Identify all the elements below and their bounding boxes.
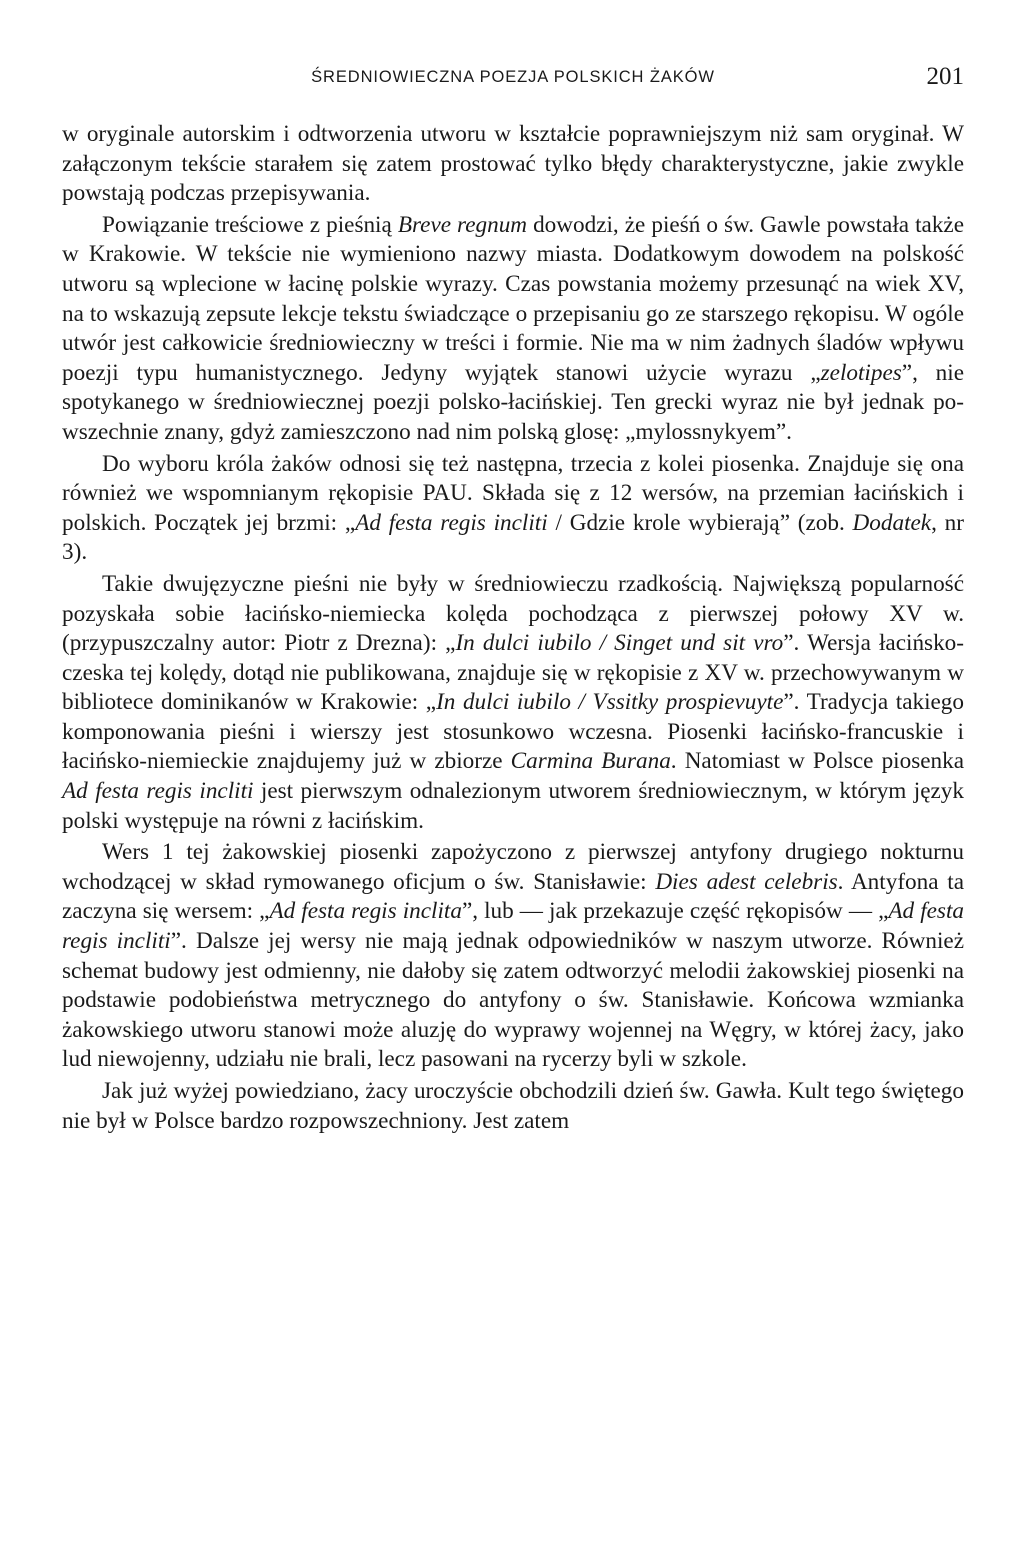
paragraph: [62, 120, 964, 209]
running-head: [62, 60, 964, 100]
book-page: [62, 60, 964, 1136]
text-segment: Takie dwujęzyczne pieśni nie były w średniowieczu rzadkością. Największą popularność pozyskała sobie łacińsko-niemiecka kolęda pochodząca z pierwszej połowy XV w. (przypuszczalny autor: Piotr z Drezna): „: [62, 570, 964, 657]
paragraph: [62, 570, 964, 836]
italic-text: Ad festa regis incliti: [62, 898, 964, 955]
text-segment: Powiązanie treściowe z pieśnią: [102, 211, 398, 238]
text-segment: Jak już wyżej powiedziano, żacy uroczyście obchodzili dzień św. Gawła. Kult tego świętego nie był w Polsce bardzo rozpowszechniony. Jest zatem: [62, 1078, 964, 1134]
paragraph: [62, 1077, 964, 1136]
text-segment: dowodzi, że pieśń o św. Gawle powstała także w Krakowie. W tekście nie wymieniono nazwy miasta. Dodatkowym dowodem na polskość utworu są wplecione w łacinę polskie wyrazy. Czas powstania możemy przesunąć na wiek XV, na to wskazują zepsute lekcje tekstu świadczące o przepisaniu go ze starszego rękopisu. W ogóle utwór jest całkowicie średniowieczny w treści i formie. Nie ma w nim żadnych śladów wpływu poezji typu humanistycznego. Jedyny wyjątek stanowi użycie wyrazu „: [62, 211, 964, 386]
running-title: ŚREDNIOWIECZNA POEZJA POLSKICH ŻAKÓW: [311, 68, 715, 86]
text-segment: / Gdzie krole wybierają” (zob.: [547, 509, 853, 536]
italic-text: Breve regnum: [397, 211, 528, 238]
paragraph: [62, 838, 964, 1075]
text-segment: . Natomiast w Polsce piosenka: [670, 748, 964, 775]
text-segment: jest pierwszym odnalezionym utworem średniowiecznym, w którym język polski występuje na równi z łacińskim.: [62, 778, 964, 834]
italic-text: In dulci iubilo / Singet und sit vro: [455, 630, 784, 657]
italic-text: Carmina Burana: [510, 748, 671, 775]
paragraph: [62, 211, 964, 448]
page-number: 201: [926, 63, 964, 90]
text-segment: w oryginale autorskim i odtworzenia utworu w kształcie poprawniejszym niż sam oryginał. W załączonym tekście starałem się zatem prostować tylko błędy charakterystyczne, jakie zwykle powstają podczas przepisywania.: [62, 121, 964, 207]
text-segment: ”, nie spotykanego w średniowiecznej poezji polsko-łacińskiej. Ten grecki wyraz nie był jednak powszechnie znany, gdyż zamieszczono nad nim polską glosę: „mylossnykyem”.: [62, 359, 964, 445]
text-segment: ”. Wersja łacińsko-czeska tej kolędy, dotąd nie publikowana, znajduje się w rękopisie z XV w. przechowywanym w bibliotece dominikanów w Krakowie: „: [62, 630, 964, 716]
italic-text: zelotipes: [820, 359, 902, 386]
italic-text: Ad festa regis inclita: [269, 898, 462, 925]
text-segment: , nr 3).: [62, 509, 965, 566]
text-segment: ”. Tradycja takiego komponowania pieśni i wierszy jest stosunkowo wczesna. Piosenki łacińsko-francuskie i łacińsko-niemieckie znajdujemy już w zbiorze: [62, 689, 964, 775]
italic-text: Dies adest celebris: [655, 868, 838, 895]
text-segment: Wers 1 tej żakowskiej piosenki zapożyczono z pierwszej antyfony drugiego nokturnu wchodzącej w skład rymowanego oficjum o św. Stanisławie:: [62, 839, 964, 895]
text-segment: Do wyboru króla żaków odnosi się też następna, trzecia z kolei piosenka. Znajduje się ona również we wspomnianym rękopisie PAU. Składa się z 12 wersów, na przemian łacińskich i polskich. Początek jej brzmi: „: [62, 450, 964, 536]
text-segment: ”. Dalsze jej wersy nie mają jednak odpowiedników w naszym utworze. Również schemat budowy jest odmienny, nie dałoby się zatem odtworzyć melodii żakowskiej piosenki na podstawie podobieństwa metrycznego do antyfony o św. Stanisławie. Końcowa wzmianka żakowskiego utworu stanowi może aluzję do wyprawy wojennej na Węgry, w której żacy, jako lud niewojenny, udziału nie brali, lecz pasowani na rycerzy byli w szkole.: [62, 928, 964, 1073]
italic-text: Dodatek: [852, 509, 932, 536]
italic-text: Ad festa regis incliti: [62, 778, 254, 805]
body-text: [62, 120, 964, 1136]
text-segment: . Antyfona ta zaczyna się wersem: „: [62, 868, 965, 925]
italic-text: Ad festa regis incliti: [355, 509, 548, 536]
paragraph: [62, 450, 964, 568]
italic-text: In dulci iubilo / Vssitky prospievuyte: [436, 689, 784, 716]
text-segment: ”, lub — jak przekazuje część rękopisów — „: [461, 898, 889, 925]
